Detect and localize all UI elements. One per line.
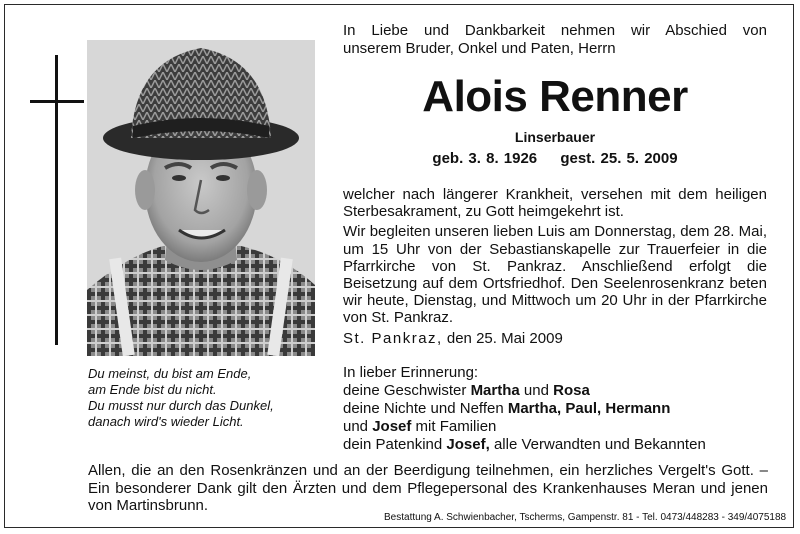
- mourners-text: dein Patenkind: [343, 436, 447, 453]
- undertaker-info: Bestattung A. Schwienbacher, Tscherms, Gampenstr. 81 - Tel. 0473/448283 - 349/4075188: [384, 512, 787, 523]
- poem-line: am Ende bist du nicht.: [88, 382, 217, 397]
- mourners-text: deine Geschwister: [343, 382, 471, 399]
- poem: [88, 366, 328, 430]
- birth-date: geb. 3. 8. 1926: [432, 150, 538, 167]
- mourners-line: [343, 418, 767, 436]
- mourners-text: und: [519, 382, 554, 399]
- mourners-text: und: [343, 418, 373, 435]
- poem-line: danach wird's wieder Licht.: [88, 414, 244, 429]
- portrait-illustration: [87, 40, 315, 356]
- announcement-body: [343, 186, 767, 350]
- mourner-name: Martha, Paul, Hermann: [507, 400, 671, 417]
- date: den 25. Mai 2009: [446, 329, 563, 347]
- deceased-name: Alois Renner: [422, 72, 688, 121]
- mourners-text: deine Nichte und Neffen: [343, 400, 508, 417]
- mourners-list: [343, 364, 767, 454]
- mourner-name: Josef,: [446, 436, 490, 453]
- deceased-nickname: Linserbauer: [514, 129, 596, 145]
- mourner-name: Rosa: [553, 382, 590, 399]
- intro-line: In Liebe und Dankbarkeit nehmen wir Abschied von: [343, 22, 767, 39]
- mourners-line: [343, 382, 767, 400]
- mourners-text: mit Familien: [411, 418, 497, 435]
- mourners-text: alle Verwandten und Bekannten: [489, 436, 706, 453]
- poem-line: Du musst nur durch das Dunkel,: [88, 398, 274, 413]
- mourner-name: Martha: [470, 382, 520, 399]
- intro-text: [343, 22, 767, 58]
- poem-line: Du meinst, du bist am Ende,: [88, 366, 252, 381]
- body-paragraph: welcher nach längerer Krankheit, versehen mit dem heiligen Sterbesakrament, zu Gott heimgekehrt ist.: [343, 186, 767, 221]
- mourner-name: Josef: [372, 418, 412, 435]
- mourners-heading: In lieber Erinnerung:: [343, 364, 479, 381]
- place: St. Pankraz,: [343, 329, 443, 347]
- portrait-photo: [87, 40, 315, 356]
- life-dates: [343, 150, 767, 168]
- place-date-line: [343, 330, 767, 347]
- body-paragraph: Wir begleiten unseren lieben Luis am Donnerstag, dem 28. Mai, um 15 Uhr von der Sebastianskapelle zur Trauerfeier in die Pfarrkirche von St. Pankraz. Anschließend erfolgt die Beisetzung auf dem Ortsfriedhof. Den Seelenrosenkranz beten wir heute, Dienstag, und Mittwoch um 20 Uhr in der Pfarrkirche von St. Pankraz.: [343, 223, 767, 327]
- thanks-text: Allen, die an den Rosenkränzen und an der Beerdigung teilnehmen, ein herzliches Vergelt's Gott. – Ein besonderer Dank gilt den Ärzten und dem Pflegepersonal des Krankenhauses Meran und jenen von Martinsbrunn.: [88, 462, 768, 514]
- cross-icon-horizontal: [30, 100, 84, 103]
- intro-line: unserem Bruder, Onkel und Paten, Herrn: [343, 40, 616, 57]
- cross-icon-vertical: [55, 55, 58, 345]
- mourners-line: [343, 436, 767, 454]
- mourners-line: [343, 400, 767, 418]
- death-date: gest. 25. 5. 2009: [560, 150, 678, 167]
